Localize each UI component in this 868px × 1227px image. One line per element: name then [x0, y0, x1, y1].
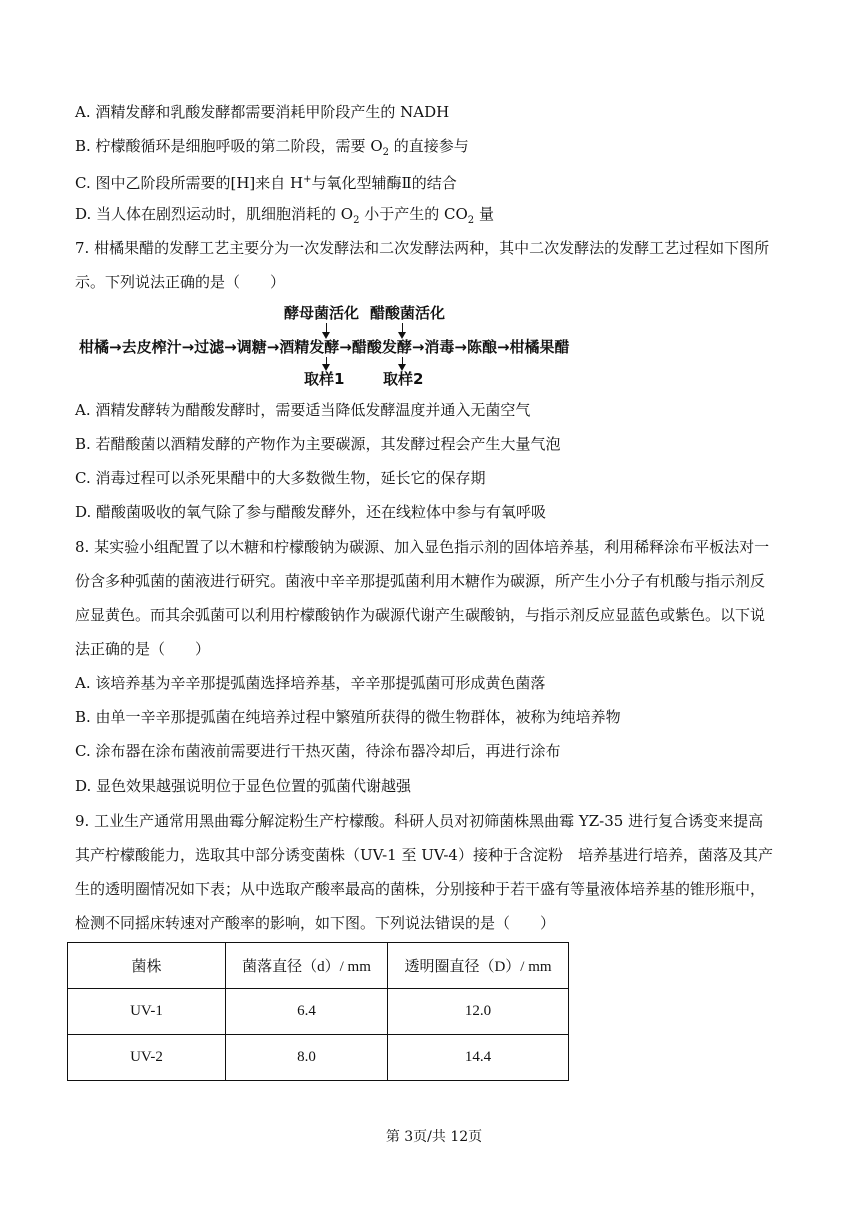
- q6-option-d-post: 量: [474, 205, 494, 223]
- q8-option-b: B. 由单一辛辛那提弧菌在纯培养过程中繁殖所获得的微生物群体，被称为纯培养物: [75, 708, 621, 726]
- table-cell: 12.0: [388, 989, 569, 1035]
- table-row: [68, 989, 569, 1035]
- q8-option-d: D. 显色效果越强说明位于显色位置的弧菌代谢越强: [75, 777, 412, 795]
- q7-stem-line-1: 7. 柑橘果醋的发酵工艺主要分为一次发酵法和二次发酵法两种，其中二次发酵法的发酵工艺过程如下图所: [75, 239, 770, 257]
- table-header-cell: 透明圈直径（D）/ mm: [388, 943, 569, 989]
- q8-option-c: C. 涂布器在涂布菌液前需要进行干热灭菌，待涂布器冷却后，再进行涂布: [75, 742, 561, 760]
- q6-option-a: A. 酒精发酵和乳酸发酵都需要消耗甲阶段产生的 NADH: [75, 103, 450, 121]
- table-cell: 14.4: [388, 1035, 569, 1081]
- table-header-row: [68, 943, 569, 989]
- table-header-cell: 菌株: [68, 943, 226, 989]
- arrow-down-icon: [326, 357, 327, 369]
- arrow-down-icon: [402, 357, 403, 369]
- q9-stem-line-2: 其产柠檬酸能力，选取其中部分诱变菌株（UV-1 至 UV-4）接种于含淀粉 培养基进行培养，菌落及其产: [75, 846, 773, 864]
- q6-option-b: [75, 136, 469, 163]
- diagram-label-sample-2: 取样2: [383, 370, 424, 388]
- q8-stem-line-3: 应显黄色。而其余弧菌可以利用柠檬酸钠作为碳源代谢产生碳酸钠，与指示剂反应显蓝色或紫色。以下说: [75, 606, 766, 624]
- q6-option-b-sub: 2: [382, 147, 390, 158]
- q6-option-d-pre: D. 当人体在剧烈运动时，肌细胞消耗的 O: [75, 205, 354, 223]
- q6-option-b-pre: B. 柠檬酸循环是细胞呼吸的第二阶段，需要 O: [75, 137, 383, 155]
- table-cell: UV-2: [68, 1035, 226, 1081]
- table-header-cell: 菌落直径（d）/ mm: [226, 943, 388, 989]
- table-cell: 6.4: [226, 989, 388, 1035]
- diagram-process-flow: 柑橘→去皮榨汁→过滤→调糖→酒精发酵→醋酸发酵→消毒→陈酿→柑橘果醋: [79, 338, 570, 356]
- table-cell: UV-1: [68, 989, 226, 1035]
- q6-option-c-sup: +: [303, 174, 312, 185]
- q7-stem-line-2: 示。下列说法正确的是（ ）: [75, 273, 286, 291]
- q9-stem-line-1: 9. 工业生产通常用黑曲霉分解淀粉生产柠檬酸。科研人员对初筛菌株黑曲霉 YZ-35 进行复合诱变来提高: [75, 812, 764, 830]
- diagram-label-acetobacter-activation: 醋酸菌活化: [370, 304, 446, 322]
- table-cell: 8.0: [226, 1035, 388, 1081]
- q7-option-b: B. 若醋酸菌以酒精发酵的产物作为主要碳源，其发酵过程会产生大量气泡: [75, 435, 561, 453]
- q7-option-d: D. 醋酸菌吸收的氧气除了参与醋酸发酵外，还在线粒体中参与有氧呼吸: [75, 503, 547, 521]
- q7-option-a: A. 酒精发酵转为醋酸发酵时，需要适当降低发酵温度并通入无菌空气: [75, 401, 531, 419]
- page-footer: 第 3页/共 12页: [385, 1129, 483, 1145]
- q6-option-c: [75, 170, 457, 193]
- q8-stem-line-2: 份含多种弧菌的菌液进行研究。菌液中辛辛那提弧菌利用木糖作为碳源，所产生小分子有机酸与指示剂反: [75, 572, 766, 590]
- arrow-down-icon: [402, 323, 403, 337]
- q6-option-d-sub2: 2: [467, 215, 475, 226]
- q8-option-a: A. 该培养基为辛辛那提弧菌选择培养基，辛辛那提弧菌可形成黄色菌落: [75, 674, 546, 692]
- q7-option-c: C. 消毒过程可以杀死果醋中的大多数微生物，延长它的保存期: [75, 469, 486, 487]
- q8-stem-line-1: 8. 某实验小组配置了以木糖和柠檬酸钠为碳源、加入显色指示剂的固体培养基，利用稀释涂布平板法对一: [75, 538, 770, 556]
- q6-option-b-post: 的直接参与: [389, 137, 469, 155]
- q9-stem-line-4: 检测不同摇床转速对产酸率的影响，如下图。下列说法错误的是（ ）: [75, 914, 556, 932]
- diagram-label-sample-1: 取样1: [304, 370, 345, 388]
- q8-stem-line-4: 法正确的是（ ）: [75, 640, 211, 658]
- arrow-down-icon: [326, 323, 327, 337]
- q6-option-d: [75, 204, 494, 231]
- q6-option-d-sub1: 2: [353, 215, 360, 226]
- q6-option-c-post: 与氧化型辅酶Ⅱ的结合: [311, 174, 457, 192]
- diagram-label-yeast-activation: 酵母菌活化: [284, 304, 360, 322]
- q6-option-c-pre: C. 图中乙阶段所需要的[H]来自 H: [75, 174, 304, 192]
- strain-data-table: [67, 942, 569, 1081]
- q6-option-d-mid: 小于产生的 CO: [359, 205, 468, 223]
- q9-stem-line-3: 生的透明圈情况如下表；从中选取产酸率最高的菌株，分别接种于若干盛有等量液体培养基的锥形瓶中，: [75, 880, 766, 898]
- table-row: [68, 1035, 569, 1081]
